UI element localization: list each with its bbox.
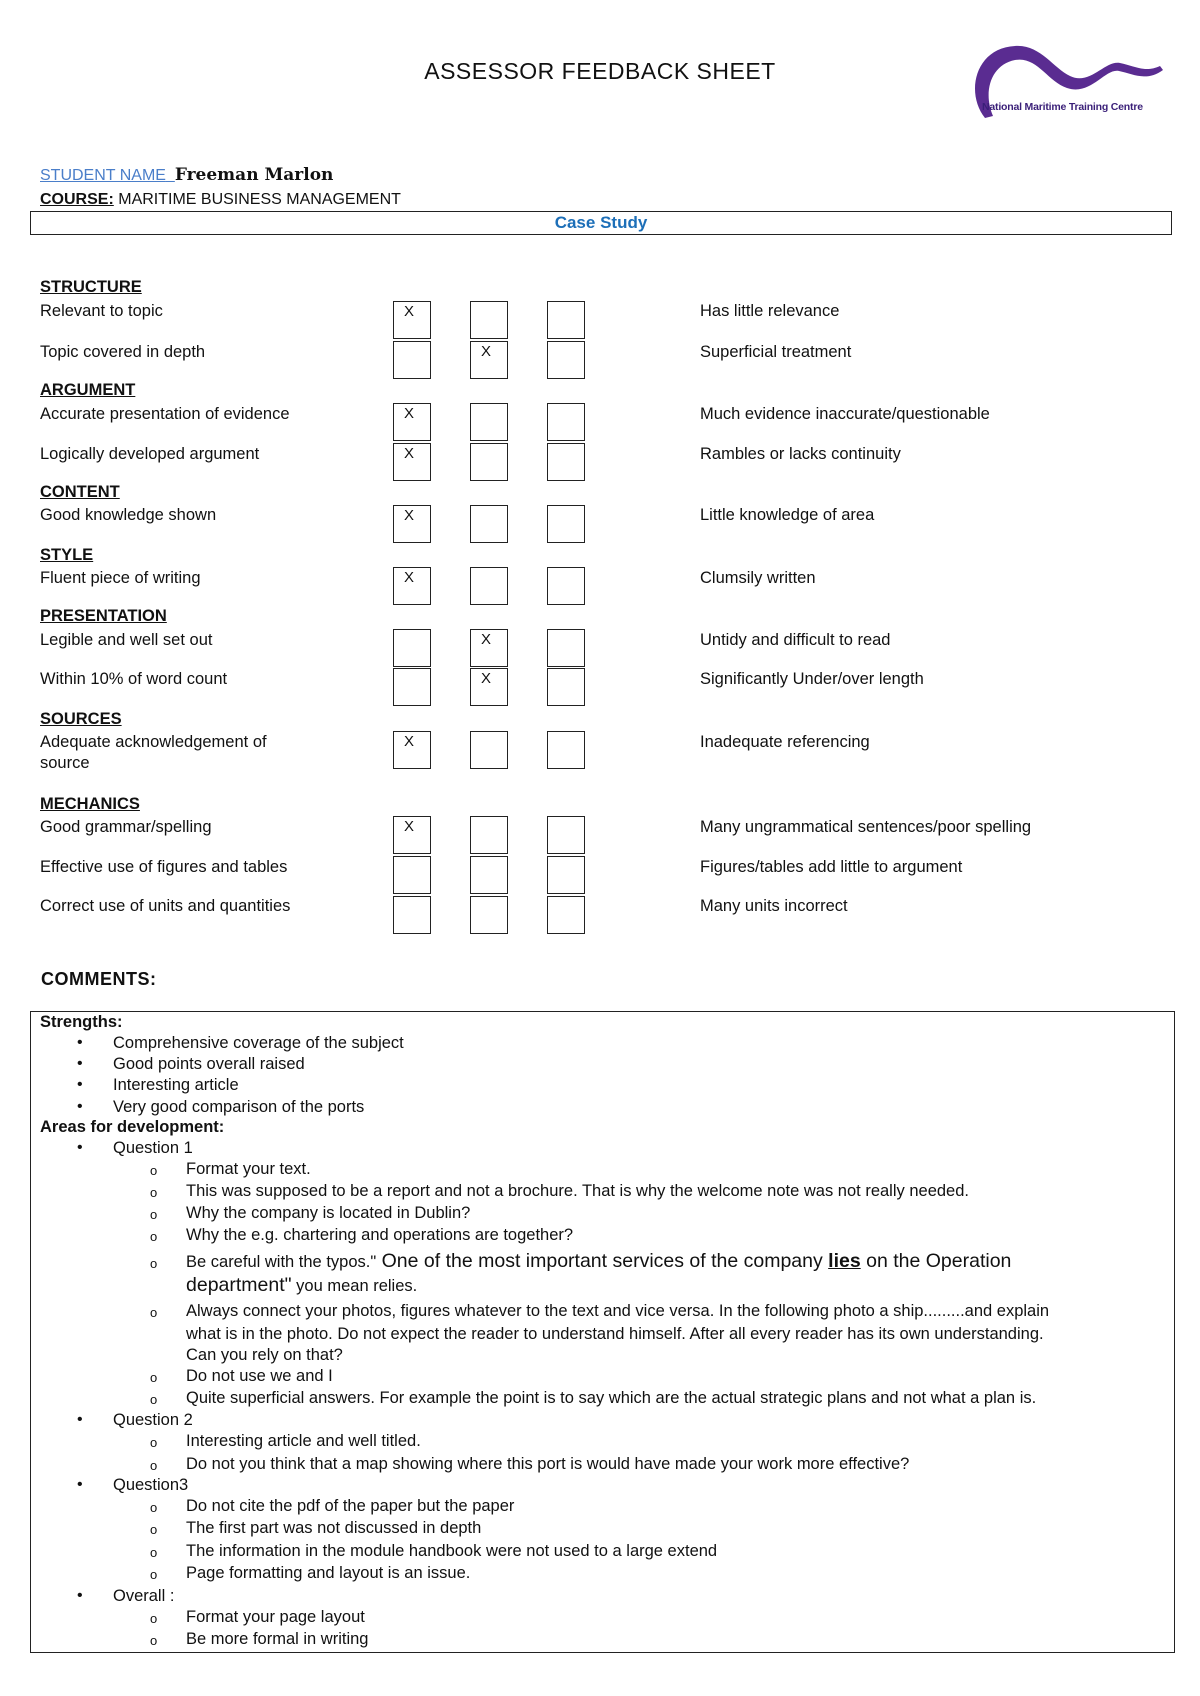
sub-bullet-icon: o [150,1256,158,1271]
sub-bullet-icon: o [150,1229,158,1244]
criterion-positive: Relevant to topic [40,302,163,320]
criterion-positive: Good knowledge shown [40,506,217,524]
criterion-positive: Good grammar/spelling [40,818,212,836]
heading-content: CONTENT [40,483,120,501]
list-item-continuation: Can you rely on that? [186,1346,343,1364]
criterion-negative: Superficial treatment [700,343,852,361]
sub-bullet-icon: o [150,1500,158,1515]
list-item: The first part was not discussed in depth [186,1519,482,1537]
question-label: Question3 [113,1476,189,1494]
list-item: Quite superficial answers. For example the point is to say which are the actual strategic plans and not what a plan is. [186,1389,1037,1407]
rating-box[interactable] [393,668,431,706]
heading-style: STYLE [40,546,94,564]
rating-box[interactable] [393,629,431,667]
course-value: MARITIME BUSINESS MANAGEMENT [118,191,401,208]
sub-bullet-icon: o [150,1370,158,1385]
list-item-continuation [186,1274,417,1297]
criterion-positive: Accurate presentation of evidence [40,405,290,423]
list-item: Why the company is located in Dublin? [186,1204,471,1222]
criterion-negative: Many units incorrect [700,897,848,915]
list-item: Very good comparison of the ports [113,1098,365,1116]
bullet-icon: • [77,1411,83,1428]
criterion-positive: Logically developed argument [40,445,260,463]
rating-box[interactable] [393,896,431,934]
rating-box[interactable]: X [393,567,431,605]
rating-box[interactable] [470,403,508,441]
typo-text: you mean relies. [291,1277,418,1295]
sub-bullet-icon: o [150,1392,158,1407]
criterion-negative: Clumsily written [700,569,816,587]
rating-box[interactable] [547,443,585,481]
criterion-positive-line: Adequate acknowledgement of [40,733,267,751]
rating-box[interactable] [547,896,585,934]
list-item: Do not use we and I [186,1367,333,1385]
page-title: ASSESSOR FEEDBACK SHEET [424,58,776,84]
rating-box[interactable]: X [393,301,431,339]
list-item: Be more formal in writing [186,1630,369,1648]
criterion-negative: Many ungrammatical sentences/poor spelling [700,818,1032,836]
list-item: Comprehensive coverage of the subject [113,1034,404,1052]
rating-box[interactable] [470,505,508,543]
criterion-positive [40,732,267,774]
criterion-negative: Little knowledge of area [700,506,875,524]
sub-bullet-icon: o [150,1567,158,1582]
criterion-negative: Much evidence inaccurate/questionable [700,405,990,423]
list-item: Page formatting and layout is an issue. [186,1564,471,1582]
heading-mechanics: MECHANICS [40,795,140,813]
question-label: Overall : [113,1587,175,1605]
heading-presentation: PRESENTATION [40,607,167,625]
rating-box[interactable] [547,856,585,894]
typo-quote: on the Operation [860,1250,1012,1272]
rating-box[interactable]: X [393,403,431,441]
rating-box[interactable]: X [470,341,508,379]
typo-quote: department" [186,1274,292,1296]
question-label: Question 1 [113,1139,193,1157]
list-item: Why the e.g. chartering and operations are together? [186,1226,574,1244]
typo-highlight: lies [828,1250,861,1272]
rating-box[interactable] [470,816,508,854]
assignment-title: Case Study [30,211,1172,235]
criterion-negative: Rambles or lacks continuity [700,445,901,463]
list-item: Interesting article and well titled. [186,1432,421,1450]
rating-box[interactable]: X [393,443,431,481]
sub-bullet-icon: o [150,1458,158,1473]
heading-structure: STRUCTURE [40,278,142,296]
criterion-negative: Figures/tables add little to argument [700,858,963,876]
criterion-positive: Topic covered in depth [40,343,206,361]
comments-label: COMMENTS: [41,969,157,989]
list-item: Do not you think that a map showing where this port is would have made your work more effective? [186,1455,910,1473]
student-name-line [40,165,333,185]
list-item: Always connect your photos, figures whatever to the text and vice versa. In the following photo a ship.........and explain [186,1302,1050,1320]
rating-box[interactable] [393,341,431,379]
rating-box[interactable] [470,856,508,894]
sub-bullet-icon: o [150,1522,158,1537]
list-item: This was supposed to be a report and not a brochure. That is why the welcome note was not really needed. [186,1182,969,1200]
sub-bullet-icon: o [150,1611,158,1626]
rating-box[interactable]: X [393,731,431,769]
rating-box[interactable] [547,668,585,706]
rating-box[interactable] [547,341,585,379]
list-item-continuation: what is in the photo. Do not expect the reader to understand himself. After all every reader has its own understanding. [186,1325,1044,1343]
rating-box[interactable] [393,856,431,894]
sub-bullet-icon: o [150,1305,158,1320]
criterion-positive: Legible and well set out [40,631,213,649]
rating-box[interactable]: X [393,505,431,543]
typo-quote: One of the most important services of the company [376,1250,829,1272]
rating-box[interactable]: X [470,668,508,706]
bullet-icon: • [77,1034,83,1051]
rating-box[interactable] [470,567,508,605]
criterion-negative: Untidy and difficult to read [700,631,891,649]
sub-bullet-icon: o [150,1633,158,1648]
sub-bullet-icon: o [150,1185,158,1200]
bullet-icon: • [77,1139,83,1156]
list-item: Format your text. [186,1160,311,1178]
sub-bullet-icon: o [150,1435,158,1450]
criterion-positive: Fluent piece of writing [40,569,201,587]
rating-box[interactable] [547,816,585,854]
development-heading: Areas for development: [40,1118,225,1136]
list-item: Good points overall raised [113,1055,305,1073]
rating-box[interactable] [547,505,585,543]
list-item: Do not cite the pdf of the paper but the paper [186,1497,515,1515]
rating-box[interactable] [547,403,585,441]
logo-wave-icon [945,38,1170,138]
rating-box[interactable] [547,301,585,339]
course-label: COURSE: [40,191,114,208]
list-item: Format your page layout [186,1608,365,1626]
strengths-heading: Strengths: [40,1013,123,1031]
rating-box[interactable] [470,443,508,481]
heading-argument: ARGUMENT [40,381,136,399]
bullet-icon: • [77,1055,83,1072]
list-item: Interesting article [113,1076,239,1094]
rating-box[interactable] [470,731,508,769]
rating-box[interactable]: X [393,816,431,854]
rating-box[interactable] [547,731,585,769]
criterion-negative: Has little relevance [700,302,840,320]
rating-box[interactable]: X [470,629,508,667]
bullet-icon: • [77,1076,83,1093]
criterion-positive: Effective use of figures and tables [40,858,288,876]
student-name-value: Freeman Marlon [174,165,334,185]
criterion-positive: Correct use of units and quantities [40,897,291,915]
rating-box[interactable] [470,896,508,934]
rating-box[interactable] [470,301,508,339]
sub-bullet-icon: o [150,1545,158,1560]
bullet-icon: • [77,1476,83,1493]
typo-text: Be careful with the typos." [186,1253,377,1271]
student-name-label: STUDENT NAME [40,167,166,184]
question-label: Question 2 [113,1411,193,1429]
course-line [40,191,401,209]
bullet-icon: • [77,1098,83,1115]
criterion-negative: Significantly Under/over length [700,670,924,688]
list-item: The information in the module handbook were not used to a large extend [186,1542,718,1560]
rating-box[interactable] [547,567,585,605]
heading-sources: SOURCES [40,710,122,728]
criterion-negative: Inadequate referencing [700,733,870,751]
rating-box[interactable] [547,629,585,667]
logo-text: National Maritime Training Centre [982,101,1143,113]
sub-bullet-icon: o [150,1207,158,1222]
bullet-icon: • [77,1587,83,1604]
criterion-positive-line: source [40,754,90,772]
sub-bullet-icon: o [150,1163,158,1178]
criterion-positive: Within 10% of word count [40,670,228,688]
list-item [186,1250,1011,1273]
